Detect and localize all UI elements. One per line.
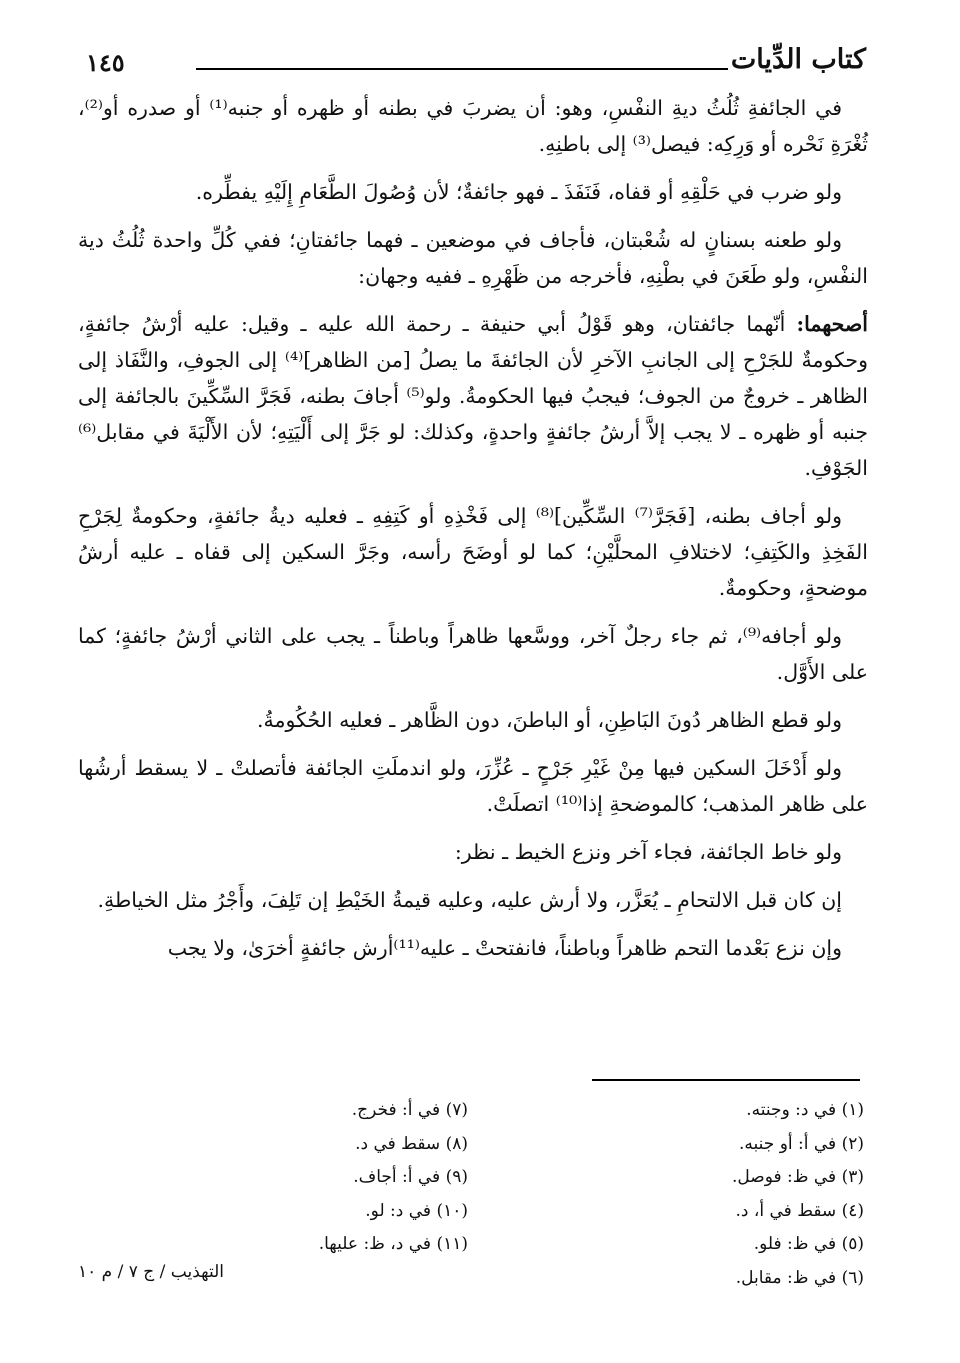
- lead-word: أصحهما:: [796, 312, 868, 336]
- paragraph: إن كان قبل الالتحامِ ـ يُعَزَّر، ولا أرش عليه، وعليه قيمةُ الخَيْطِ إن تَلِفَ، وأَجْرُ مثل الخياطةِ.: [97, 888, 842, 912]
- footnote-rule: [592, 1079, 860, 1081]
- page-number: ١٤٥: [86, 48, 125, 77]
- footnote: (٧) في أ: فخرج.: [351, 1100, 468, 1120]
- footnote: (٩) في أ: أجاف.: [353, 1167, 468, 1187]
- footnote: (٣) في ظ: فوصل.: [732, 1167, 864, 1187]
- paragraph: ولو قطع الظاهر دُونَ البَاطِنِ، أو الباطنَ، دون الظَّاهر ـ فعليه الحُكُومةُ.: [256, 708, 842, 732]
- page-header: [78, 40, 866, 84]
- footnote: (٦) في ظ: مقابل.: [735, 1267, 864, 1288]
- paragraph: ولو ضرب في حَلْقِهِ أو قفاه، فَنَفَذَ ـ فهو جائفةٌ؛ لأن وُصُولَ الطَّعَامِ إِلَيْهِ يفطِّره.: [195, 180, 842, 204]
- footnote: (١٠) في د: لو.: [365, 1200, 468, 1221]
- footnote: (٢) في أ: أو جنبه.: [739, 1133, 864, 1154]
- paragraph: ولو طعنه بسنانٍ له شُعْبتان، فأجاف في موضعين ـ فهما جائفتانِ؛ ففي كُلِّ واحدة ثُلُثُ دية النفْسِ، ولو طَعَنَ في بطْنِهِ، فأخرجه من ظَهْرِهِ ـ ففيه وجهان:: [78, 228, 868, 288]
- book-title: كتاب الدِّيات: [730, 44, 866, 75]
- footnote: (٨) سقط في د.: [355, 1133, 468, 1154]
- paragraph: ولو أَدْخَلَ السكين فيها مِنْ غَيْرِ جَرْحٍ ـ عُزِّرَ، ولو اندملَتِ الجائفة فأتصلتْ ـ لا يسقط أرشُها على ظاهر المذهب؛ كالموضحةِ إذا⁽¹⁰⁾ اتصلَتْ.: [78, 756, 868, 816]
- footnotes-right-column: [464, 1094, 864, 1295]
- paragraph: ولو أجافه⁽⁹⁾، ثم جاء رجلٌ آخر، ووسَّعها ظاهراً وباطناً ـ يجب على الثاني أرْشُ جائفةٍ؛ كما على الأَوَّل.: [78, 624, 868, 684]
- paragraph: [78, 306, 868, 486]
- paragraph: في الجائفةِ ثُلُثُ ديةِ النفْسِ، وهو: أن يضربَ في بطنه أو ظهره أو جنبه⁽¹⁾ أو صدره أو⁽²⁾، ثُغْرَةِ نَحْره أو وَرِكِه: فيصل⁽³⁾ إلى باطنِهِ.: [78, 96, 868, 156]
- footnote: (١١) في د، ظ: عليها.: [318, 1234, 468, 1254]
- paragraph: ولو أجاف بطنه، [فَجَرَّ⁽⁷⁾ السِّكِّين]⁽⁸⁾ إلى فَخْذِهِ أو كَتِفِهِ ـ فعليه ديةُ جائفةٍ، وحكومةٌ لِجَرْحِ الفَخِذِ والكَتِفِ؛ لاختلافِ المحلَّيْنِ؛ كما لو أوضَحَ رأسه، وجَرَّ السكين إلى قفاه ـ عليه أرشُ موضحةٍ، وحكومةٌ.: [78, 504, 868, 600]
- main-text: [78, 90, 868, 978]
- footnote: (١) في د: وجنته.: [746, 1100, 864, 1120]
- footnotes-left-column: [228, 1094, 468, 1262]
- paragraph: ولو خاط الجائفة، فجاء آخر ونزع الخيط ـ نظر:: [454, 840, 842, 864]
- footnote: (٤) سقط في أ، د.: [735, 1200, 864, 1221]
- header-rule: [196, 68, 728, 70]
- paragraph: وإن نزع بَعْدما التحم ظاهراً وباطناً، فانفتحتْ ـ عليه⁽¹¹⁾أرش جائفةٍ أخرَىٰ، ولا يجب: [167, 936, 842, 960]
- footnote: (٥) في ظ: فلو.: [753, 1234, 864, 1254]
- printer-signature: التهذيب / ج ٧ / م ١٠: [78, 1262, 225, 1282]
- paragraph-text: أنّهما جائفتان، وهو قَوْلُ أبي حنيفة ـ رحمة الله عليه ـ وقيل: عليه أرْشُ جائفةٍ، وحكومةٌ للجَرْحِ إلى الجانبِ الآخرِ لأن الجائفةَ ما يصلُ [من الظاهر]⁽⁴⁾ إلى الجوفِ، والنَّفَاذ إلى الظاهر ـ خروجٌ من الجوف؛ فيجبُ فيها الحكومةُ. ولو⁽⁵⁾ أجافَ بطنه، فَجَرَّ السِّكِّينَ بالجائفة إلى جنبه أو ظهره ـ لا يجب إلاَّ أرشُ جائفةٍ واحدةٍ، وكذلك: لو جَرَّ إلى أَلْيَتِهِ؛ لأن الأَلْيَةَ في مقابل⁽⁶⁾ الجَوْفِ.: [78, 312, 868, 480]
